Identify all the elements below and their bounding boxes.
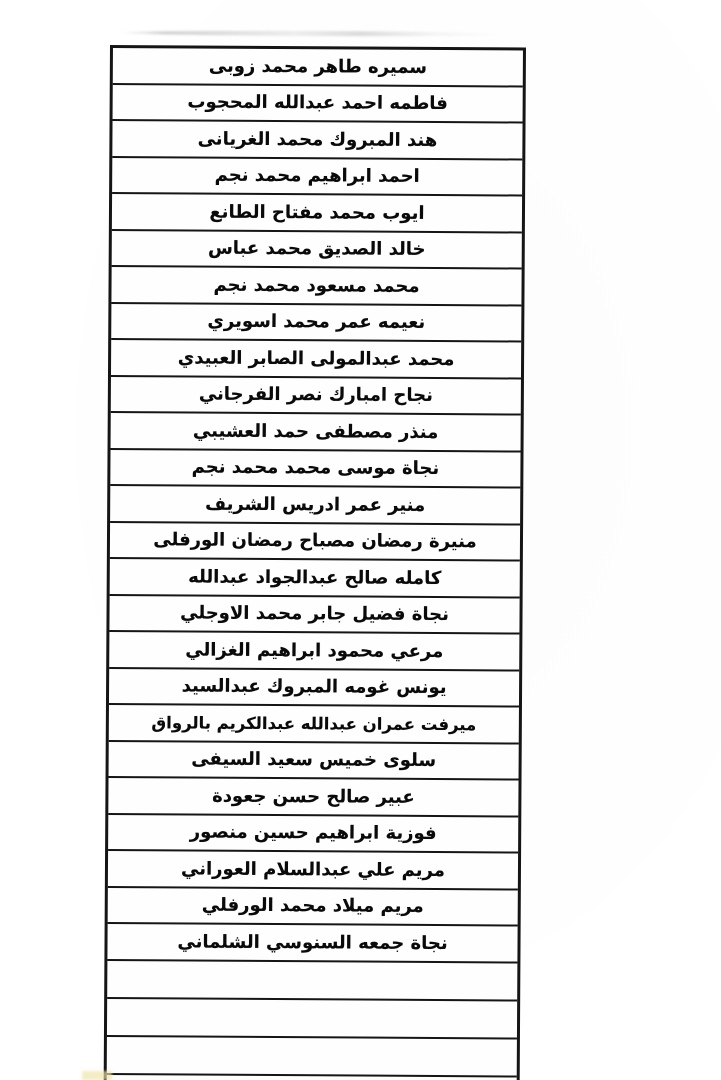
- name-text: يونس غومه المبروك عبدالسيد: [181, 675, 447, 699]
- scan-artifact-streak: [82, 1071, 112, 1080]
- name-text: مريم ميلاد محمد الورفلي: [201, 894, 424, 918]
- table-row: [112, 158, 522, 197]
- table-row: [109, 632, 519, 671]
- name-text: منذر مصطفى حمد العشيبي: [192, 420, 439, 443]
- table-row: [108, 888, 518, 927]
- table-row: [112, 194, 522, 233]
- name-text: ميرفت عمران عبدالله عبدالكريم بالرواق: [151, 713, 477, 734]
- name-text: احمد ابراهيم محمد نجم: [214, 164, 420, 188]
- table-row: [107, 924, 517, 963]
- table-row: [110, 486, 520, 525]
- name-text: فوزية ابراهيم حسين منصور: [189, 821, 437, 845]
- table-row: [108, 815, 518, 854]
- table-row: [111, 340, 521, 379]
- table-row: [112, 231, 522, 270]
- name-text: منير عمر ادريس الشريف: [205, 493, 426, 516]
- name-text: عبير صالح حسن جعودة: [212, 785, 415, 808]
- table-row: [111, 377, 521, 416]
- table-row: [111, 267, 521, 306]
- name-text: نعيمه عمر محمد اسويري: [207, 310, 426, 334]
- name-text: نجاة جمعه السنوسي الشلماني: [177, 931, 448, 954]
- name-text: فاطمه احمد عبدالله المحجوب: [187, 91, 448, 115]
- table-row: [109, 596, 519, 635]
- name-text: خالد الصديق محمد عباس: [207, 237, 426, 261]
- name-text: كامله صالح عبدالجواد عبدالله: [188, 566, 442, 589]
- table-row: [111, 413, 521, 452]
- name-text: محمد عبدالمولى الصابر العبيدي: [177, 347, 455, 370]
- table-row: [111, 304, 521, 343]
- table-row: [110, 559, 520, 598]
- name-text: سميره طاهر محمد زوبى: [208, 55, 428, 78]
- names-table: [103, 45, 526, 1080]
- name-text: منيرة رمضان مصباح رمضان الورفلى: [153, 529, 477, 553]
- table-row: [113, 85, 523, 124]
- name-text: نجاح امبارك نصر الفرجاني: [198, 383, 433, 407]
- table-row-empty: [107, 1036, 517, 1077]
- name-text: مريم علي عبدالسلام العوراني: [180, 858, 445, 881]
- table-row: [108, 851, 518, 890]
- table-row: [113, 48, 523, 87]
- name-text: نجاة فضيل جابر محمد الاوجلي: [180, 602, 449, 626]
- name-text: نجاة موسى محمد محمد نجم: [191, 456, 440, 480]
- table-row: [109, 705, 519, 744]
- name-text: ايوب محمد مفتاح الطانع: [209, 201, 425, 224]
- scan-artifact-smudge: [118, 30, 510, 37]
- table-row: [108, 778, 518, 817]
- name-text: محمد مسعود محمد نجم: [213, 274, 420, 297]
- table-row: [110, 450, 520, 489]
- table-row: [110, 523, 520, 562]
- name-text: سلوى خميس سعيد السيفى: [191, 748, 437, 772]
- table-row: [112, 121, 522, 160]
- table-row-empty: [107, 961, 517, 1002]
- table-row: [109, 742, 519, 781]
- name-text: مرعي محمود ابراهيم الغزالي: [185, 639, 444, 662]
- table-row: [109, 669, 519, 708]
- table-row-empty: [107, 999, 517, 1040]
- name-text: هند المبروك محمد الغريانى: [197, 128, 438, 151]
